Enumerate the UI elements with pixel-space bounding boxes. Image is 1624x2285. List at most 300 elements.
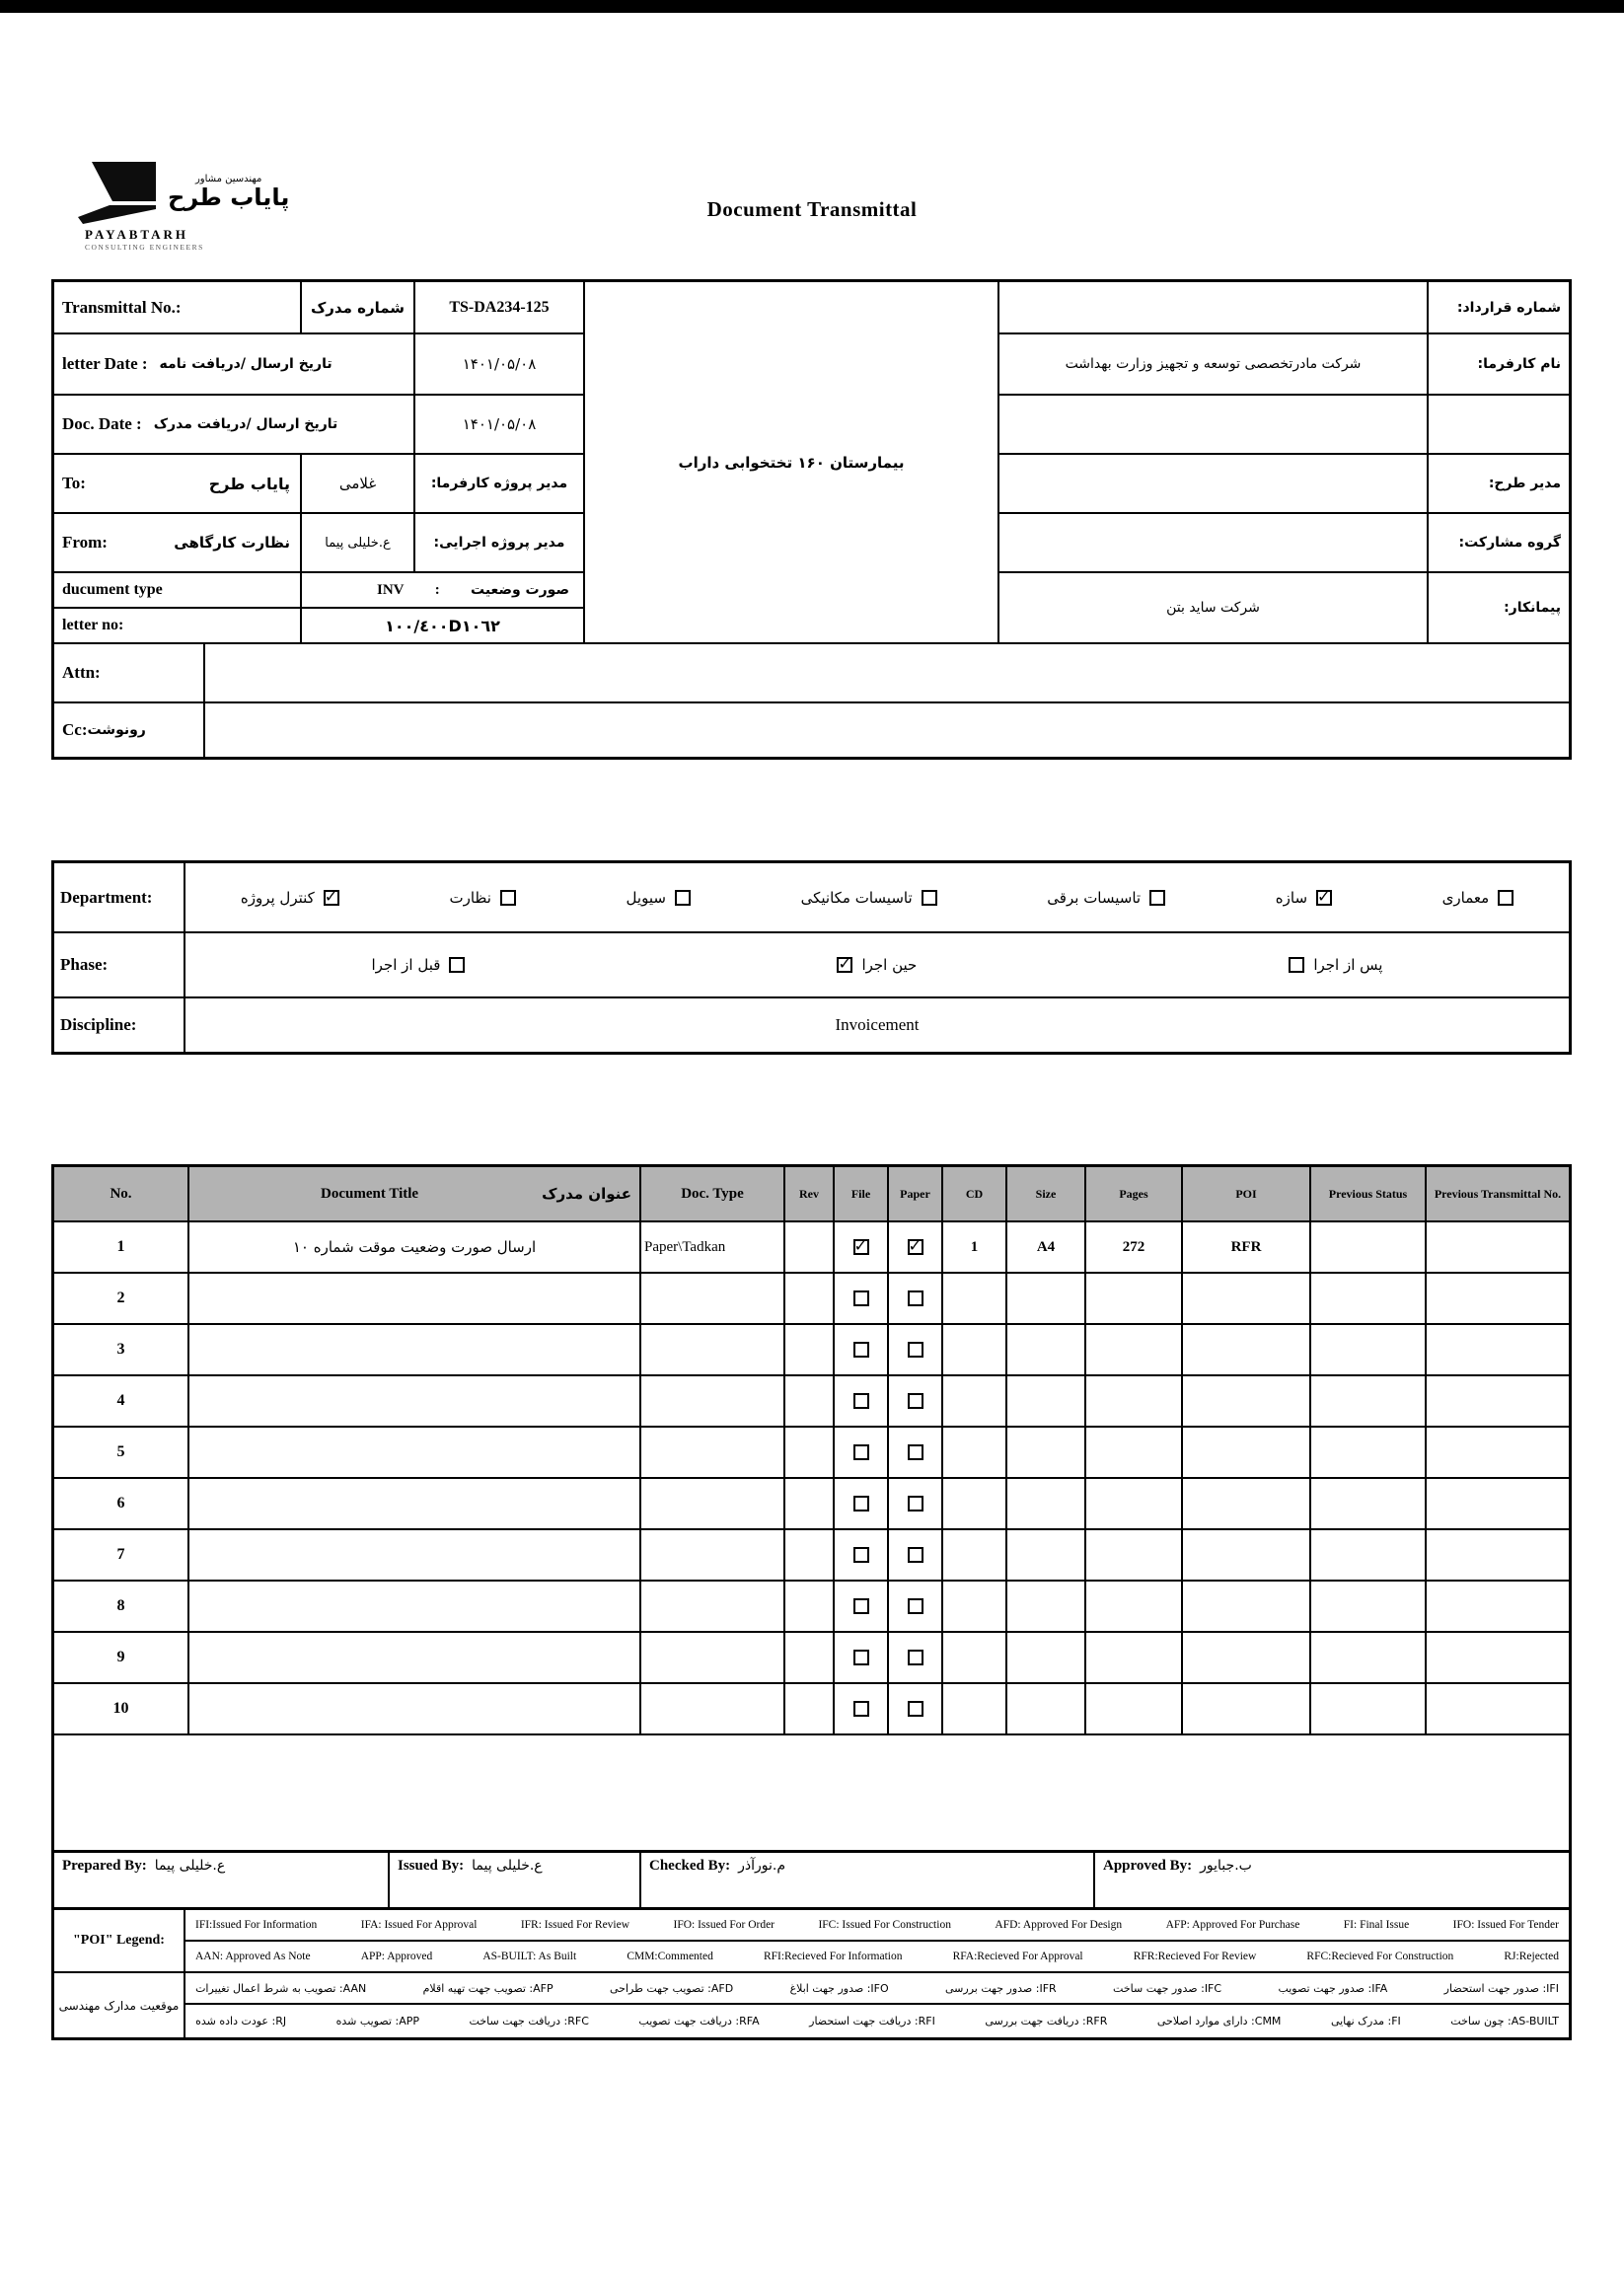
cell-file — [834, 1273, 888, 1324]
legend-item: IFO: Issued For Order — [673, 1919, 775, 1931]
cell-prev_transmittal — [1426, 1632, 1569, 1683]
col-header-prev-status: Previous Status — [1310, 1167, 1426, 1221]
discipline-value: Invoicement — [835, 1015, 920, 1034]
cell-title — [188, 1427, 640, 1478]
approved-by-value: ب.جبایور — [1200, 1858, 1252, 1874]
department-option — [449, 889, 515, 907]
cell-size — [1006, 1273, 1085, 1324]
letter-date-label-en: letter Date : — [62, 354, 148, 373]
legend-item: AFP: تصویب جهت تهیه اقلام — [422, 1981, 554, 1995]
doc-table-row — [54, 1529, 1569, 1581]
legend-item: RFR: دریافت جهت بررسی — [985, 2015, 1108, 2027]
cell-doc_type: Paper\Tadkan — [640, 1221, 784, 1273]
cell-doc_type — [640, 1324, 784, 1375]
cell-rev — [784, 1529, 834, 1581]
doc-table-row — [54, 1375, 1569, 1427]
legend-item: AFP: Approved For Purchase — [1165, 1919, 1300, 1931]
department-option-label: نظارت — [449, 888, 491, 907]
legend-row-en-1 — [185, 1910, 1569, 1942]
col-header-no: No. — [54, 1167, 188, 1221]
legend-item: RFI:Recieved For Information — [763, 1951, 903, 1962]
cell-title: ارسال صورت وضعیت موقت شماره ۱۰ — [188, 1221, 640, 1273]
cell-pages — [1085, 1324, 1182, 1375]
file-checkbox-icon[interactable] — [853, 1701, 869, 1717]
logo-subtitle-en: CONSULTING ENGINEERS — [85, 243, 204, 252]
cell-size — [1006, 1529, 1085, 1581]
design-manager-label: مدیر طرح: — [1488, 476, 1561, 491]
cell-title — [188, 1683, 640, 1734]
legend-item: RFA: دریافت جهت تصویب — [638, 2015, 760, 2027]
client-name-label: نام کارفرما: — [1477, 356, 1561, 372]
cell-poi — [1182, 1324, 1310, 1375]
file-checkbox-icon[interactable] — [853, 1290, 869, 1306]
department-label: Department: — [60, 887, 153, 907]
cell-no: 2 — [54, 1273, 188, 1324]
cell-poi — [1182, 1273, 1310, 1324]
cell-prev_status — [1310, 1221, 1426, 1273]
cell-rev — [784, 1478, 834, 1529]
file-checkbox-icon[interactable] — [853, 1547, 869, 1563]
transmittal-no-value: TS-DA234-125 — [449, 298, 550, 316]
cell-no: 9 — [54, 1632, 188, 1683]
legend-item: APP: تصویب شده — [335, 2015, 419, 2027]
cell-prev_status — [1310, 1324, 1426, 1375]
file-checkbox-icon[interactable] — [853, 1650, 869, 1665]
legend-fa-label: موقعیت مدارک مهندسی — [58, 1998, 180, 2013]
cell-rev — [784, 1221, 834, 1273]
doc-table-row — [54, 1427, 1569, 1478]
file-checkbox-icon[interactable] — [853, 1598, 869, 1614]
cell-doc_type — [640, 1427, 784, 1478]
cell-size — [1006, 1632, 1085, 1683]
checkbox-icon[interactable] — [1149, 890, 1165, 906]
contractor-value: شرکت ساید بتن — [1166, 600, 1260, 616]
cell-cd — [942, 1324, 1006, 1375]
legend-item: APP: Approved — [360, 1951, 433, 1962]
cell-rev — [784, 1427, 834, 1478]
col-header-rev: Rev — [784, 1167, 834, 1221]
cell-paper — [888, 1632, 942, 1683]
cell-no: 3 — [54, 1324, 188, 1375]
cell-paper — [888, 1375, 942, 1427]
legend-item: IFR: صدور جهت بررسی — [945, 1981, 1057, 1995]
cell-no: 4 — [54, 1375, 188, 1427]
letter-date-label-fa: تاریخ ارسال /دریافت نامه — [159, 356, 332, 372]
cell-size — [1006, 1427, 1085, 1478]
cell-size — [1006, 1683, 1085, 1734]
doc-table-row — [54, 1273, 1569, 1324]
cell-doc_type — [640, 1683, 784, 1734]
cell-doc_type — [640, 1375, 784, 1427]
cell-prev_transmittal — [1426, 1375, 1569, 1427]
department-option-label: تاسیسات برقی — [1047, 888, 1142, 907]
cell-cd — [942, 1683, 1006, 1734]
legend-item: IFR: Issued For Review — [520, 1919, 630, 1931]
cell-file — [834, 1632, 888, 1683]
cell-size — [1006, 1375, 1085, 1427]
cell-poi — [1182, 1581, 1310, 1632]
department-option-label: کنترل پروژه — [240, 888, 315, 907]
contractor-label: پیمانکار: — [1504, 600, 1561, 616]
cell-title — [188, 1478, 640, 1529]
legend-item: IFO: Issued For Tender — [1452, 1919, 1559, 1931]
legend-item: IFI: صدور جهت استحضار — [1443, 1981, 1559, 1995]
col-header-title — [188, 1167, 640, 1221]
jv-group-label: گروه مشارکت: — [1458, 535, 1561, 551]
legend-item: CMM: دارای موارد اصلاحی — [1156, 2015, 1282, 2027]
logo-brand-fa: پایاب طرح — [168, 184, 290, 212]
cell-doc_type — [640, 1529, 784, 1581]
legend-item: RFC:Recieved For Construction — [1306, 1951, 1454, 1962]
cell-cd — [942, 1273, 1006, 1324]
cell-prev_transmittal — [1426, 1324, 1569, 1375]
cell-title — [188, 1581, 640, 1632]
cell-prev_transmittal — [1426, 1478, 1569, 1529]
cell-rev — [784, 1581, 834, 1632]
cc-label-fa: رونوشت — [87, 722, 146, 738]
cell-title — [188, 1375, 640, 1427]
cell-rev — [784, 1273, 834, 1324]
legend-item: IFA: صدور جهت تصویب — [1278, 1981, 1388, 1995]
contract-no-label: شماره قرارداد: — [1456, 299, 1561, 316]
checked-by-value: م.نورآذر — [738, 1858, 785, 1874]
phase-label: Phase: — [60, 955, 109, 974]
scan-artifact-top — [0, 0, 1624, 13]
cell-size — [1006, 1324, 1085, 1375]
cell-rev — [784, 1632, 834, 1683]
cell-pages — [1085, 1581, 1182, 1632]
paper-checkbox-icon[interactable] — [908, 1393, 923, 1409]
legend-item: AAN: تصویب به شرط اعمال تغییرات — [195, 1981, 367, 1995]
doc-table-row — [54, 1581, 1569, 1632]
paper-checkbox-icon[interactable] — [908, 1444, 923, 1460]
checkbox-icon[interactable] — [1498, 890, 1513, 906]
cell-cd — [942, 1529, 1006, 1581]
doc-date-value: ۱۴۰۱/۰۵/۰۸ — [462, 415, 537, 433]
cell-cd — [942, 1632, 1006, 1683]
paper-checkbox-icon[interactable] — [908, 1598, 923, 1614]
legend-item: FI: Final Issue — [1343, 1919, 1410, 1931]
cell-prev_transmittal — [1426, 1529, 1569, 1581]
legend-item: AAN: Approved As Note — [195, 1951, 311, 1962]
letter-no-value: ۱۰۰/٤۰۰D۱۰٦۲ — [385, 616, 500, 635]
cell-poi — [1182, 1683, 1310, 1734]
cell-prev_status — [1310, 1683, 1426, 1734]
department-option-label: تاسیسات مکانیکی — [800, 888, 913, 907]
cell-poi — [1182, 1632, 1310, 1683]
cell-pages — [1085, 1478, 1182, 1529]
paper-checkbox-icon[interactable] — [908, 1342, 923, 1358]
file-checkbox-icon[interactable] — [853, 1239, 869, 1255]
legend-item: AS-BUILT: As Built — [482, 1951, 577, 1962]
to-value: پایاب طرح — [208, 474, 290, 493]
legend-item: RFR:Recieved For Review — [1133, 1951, 1257, 1962]
doc-table-row — [54, 1221, 1569, 1273]
legend-item: AFD: تصویب جهت طراحی — [610, 1981, 734, 1995]
project-name: بیمارستان ۱۶۰ تختخوابی داراب — [678, 453, 905, 472]
legend-item: AFD: Approved For Design — [995, 1919, 1123, 1931]
legend-row-fa-1 — [185, 1973, 1569, 2005]
col-header-size: Size — [1006, 1167, 1085, 1221]
cell-paper — [888, 1427, 942, 1478]
col-header-file: File — [834, 1167, 888, 1221]
doc-table-row — [54, 1683, 1569, 1734]
approved-by-cell — [1095, 1853, 1569, 1907]
file-checkbox-icon[interactable] — [853, 1496, 869, 1511]
doc-date-label-en: Doc. Date : — [62, 414, 142, 433]
cell-size — [1006, 1478, 1085, 1529]
attn-value-cell — [205, 644, 1569, 703]
cell-poi — [1182, 1427, 1310, 1478]
department-option — [1276, 889, 1332, 907]
cell-prev_status — [1310, 1529, 1426, 1581]
issued-by-label: Issued By: — [398, 1858, 465, 1874]
cell-rev — [784, 1375, 834, 1427]
cell-prev_status — [1310, 1375, 1426, 1427]
department-option-label: سیویل — [626, 888, 666, 907]
paper-checkbox-icon[interactable] — [908, 1650, 923, 1665]
phase-option — [1289, 956, 1382, 974]
document-type-label: ducument type — [62, 581, 163, 598]
from-person: ع.خلیلی پیما — [325, 535, 391, 551]
doc-date-label-fa: تاریخ ارسال /دریافت مدرک — [153, 416, 338, 432]
cell-cd — [942, 1478, 1006, 1529]
checkbox-icon[interactable] — [922, 890, 937, 906]
cc-value-cell — [205, 703, 1569, 757]
cell-file — [834, 1221, 888, 1273]
legend-item: IFO: صدور جهت ابلاغ — [789, 1981, 889, 1995]
legend-item: CMM:Commented — [627, 1951, 713, 1962]
cell-title — [188, 1273, 640, 1324]
checked-by-cell — [641, 1853, 1095, 1907]
legend-row-fa-2 — [185, 2005, 1569, 2037]
cell-poi — [1182, 1529, 1310, 1581]
checked-by-label: Checked By: — [649, 1858, 731, 1874]
legend-item: RFI: دریافت جهت استحضار — [809, 2015, 935, 2027]
from-value: نظارت کارگاهی — [174, 534, 290, 552]
department-option-label: سازه — [1275, 888, 1308, 907]
legend-left-column — [54, 1910, 185, 2037]
department-option-label: معماری — [1441, 888, 1490, 907]
cell-doc_type — [640, 1273, 784, 1324]
legend-item: RFC: دریافت جهت ساخت — [469, 2015, 589, 2027]
cell-paper — [888, 1324, 942, 1375]
checkbox-icon[interactable] — [1316, 890, 1332, 906]
legend-item: RFA:Recieved For Approval — [952, 1951, 1083, 1962]
col-header-paper: Paper — [888, 1167, 942, 1221]
cell-pages — [1085, 1375, 1182, 1427]
cell-file — [834, 1478, 888, 1529]
signature-row — [51, 1853, 1572, 1910]
logo-brand-en: PAYABTARH — [85, 227, 189, 242]
doc-table-row — [54, 1324, 1569, 1375]
legend-row-en-2 — [185, 1942, 1569, 1973]
legend-item: AS-BUILT: چون ساخت — [1450, 2015, 1559, 2027]
cell-cd: 1 — [942, 1221, 1006, 1273]
issued-by-cell — [390, 1853, 641, 1907]
letter-date-value: ۱۴۰۱/۰۵/۰۸ — [462, 355, 537, 373]
approved-by-label: Approved By: — [1103, 1858, 1193, 1874]
poi-legend-label: "POI" Legend: — [54, 1910, 184, 1973]
legend-section — [51, 1910, 1572, 2040]
to-role-label: مدیر پروژه کارفرما: — [430, 476, 568, 491]
page-title: Document Transmittal — [706, 197, 918, 221]
attn-label: Attn: — [62, 663, 101, 682]
cell-prev_transmittal — [1426, 1273, 1569, 1324]
document-type-separator: : — [434, 581, 440, 598]
cell-title — [188, 1529, 640, 1581]
legend-item: RJ: عودت داده شده — [195, 2015, 287, 2027]
doc-table-header-row — [54, 1167, 1569, 1221]
legend-item: IFC: صدور جهت ساخت — [1113, 1981, 1222, 1995]
phase-option — [372, 956, 466, 974]
cell-pages — [1085, 1427, 1182, 1478]
document-table — [51, 1164, 1572, 1853]
legend-item: FI: مدرک نهایی — [1330, 2015, 1401, 2027]
paper-checkbox-icon[interactable] — [908, 1239, 923, 1255]
department-option — [627, 889, 691, 907]
col-header-pages: Pages — [1085, 1167, 1182, 1221]
cell-file — [834, 1581, 888, 1632]
col-header-cd: CD — [942, 1167, 1006, 1221]
cell-pages — [1085, 1683, 1182, 1734]
cell-file — [834, 1324, 888, 1375]
paper-checkbox-icon[interactable] — [908, 1547, 923, 1563]
cell-title — [188, 1324, 640, 1375]
legend-item: IFI:Issued For Information — [195, 1919, 318, 1931]
client-name-value: شرکت مادرتخصصی توسعه و تجهیز وزارت بهداشت — [1065, 356, 1362, 372]
cell-no: 5 — [54, 1427, 188, 1478]
cell-cd — [942, 1375, 1006, 1427]
prepared-by-value: ع.خلیلی پیما — [154, 1858, 226, 1874]
cell-pages — [1085, 1273, 1182, 1324]
from-role-label: مدیر پروژه اجرایی: — [433, 535, 565, 551]
cell-cd — [942, 1581, 1006, 1632]
info-table — [51, 279, 1572, 760]
logo-tagline: مهندسین مشاور — [194, 174, 262, 185]
cell-prev_transmittal — [1426, 1683, 1569, 1734]
cell-no: 1 — [54, 1221, 188, 1273]
cell-no: 10 — [54, 1683, 188, 1734]
cell-no: 6 — [54, 1478, 188, 1529]
cell-no: 8 — [54, 1581, 188, 1632]
cell-poi — [1182, 1375, 1310, 1427]
doc-no-label-fa: شماره مدرک — [310, 298, 406, 317]
checkbox-icon[interactable] — [324, 890, 339, 906]
paper-checkbox-icon[interactable] — [908, 1496, 923, 1511]
department-option — [1442, 889, 1514, 907]
cell-poi — [1182, 1478, 1310, 1529]
legend-item: RJ:Rejected — [1504, 1951, 1559, 1962]
file-checkbox-icon[interactable] — [853, 1444, 869, 1460]
cell-paper — [888, 1581, 942, 1632]
cell-doc_type — [640, 1581, 784, 1632]
cell-size: A4 — [1006, 1221, 1085, 1273]
department-option — [801, 889, 937, 907]
cc-label-en: Cc: — [62, 720, 88, 739]
checkbox-icon[interactable] — [500, 890, 516, 906]
phase-option-label: قبل از اجرا — [371, 956, 441, 974]
cell-prev_status — [1310, 1581, 1426, 1632]
cell-prev_transmittal — [1426, 1427, 1569, 1478]
cell-prev_transmittal — [1426, 1221, 1569, 1273]
col-header-title-fa: عنوان مدرک — [542, 1185, 631, 1203]
cell-pages — [1085, 1632, 1182, 1683]
cell-file — [834, 1427, 888, 1478]
checkbox-icon[interactable] — [449, 957, 465, 973]
letter-no-label: letter no: — [62, 617, 124, 633]
legend-item: IFA: Issued For Approval — [360, 1919, 478, 1931]
cell-title — [188, 1632, 640, 1683]
department-option — [1047, 889, 1165, 907]
cell-paper — [888, 1273, 942, 1324]
cell-pages — [1085, 1529, 1182, 1581]
cell-prev_status — [1310, 1427, 1426, 1478]
file-checkbox-icon[interactable] — [853, 1393, 869, 1409]
cell-no: 7 — [54, 1529, 188, 1581]
doc-table-row — [54, 1632, 1569, 1683]
cell-poi: RFR — [1182, 1221, 1310, 1273]
cell-size — [1006, 1581, 1085, 1632]
cell-file — [834, 1529, 888, 1581]
col-header-title-en: Document Title — [321, 1185, 419, 1202]
transmittal-no-label: Transmittal No.: — [62, 297, 182, 317]
cell-paper — [888, 1529, 942, 1581]
document-type-value: INV — [377, 581, 405, 598]
paper-checkbox-icon[interactable] — [908, 1290, 923, 1306]
cell-prev_transmittal — [1426, 1581, 1569, 1632]
cell-paper — [888, 1478, 942, 1529]
cell-file — [834, 1375, 888, 1427]
legend-rows — [185, 1910, 1569, 2037]
issued-by-value: ع.خلیلی پیما — [472, 1858, 543, 1874]
classification-table — [51, 860, 1572, 1055]
cell-file — [834, 1683, 888, 1734]
cell-paper — [888, 1221, 942, 1273]
document-type-value-fa: صورت وضعیت — [471, 582, 569, 598]
prepared-by-cell — [54, 1853, 390, 1907]
to-label: To: — [62, 474, 86, 492]
phase-options — [185, 933, 1569, 998]
checkbox-icon[interactable] — [1289, 957, 1304, 973]
cell-prev_status — [1310, 1273, 1426, 1324]
file-checkbox-icon[interactable] — [853, 1342, 869, 1358]
cell-prev_status — [1310, 1632, 1426, 1683]
col-header-poi: POI — [1182, 1167, 1310, 1221]
cell-cd — [942, 1427, 1006, 1478]
cell-rev — [784, 1683, 834, 1734]
col-header-prev-transmittal: Previous Transmittal No. — [1426, 1167, 1569, 1221]
cell-rev — [784, 1324, 834, 1375]
cell-doc_type — [640, 1632, 784, 1683]
phase-option-label: حین اجرا — [861, 956, 918, 974]
phase-option-label: پس از اجرا — [1313, 956, 1383, 974]
checkbox-icon[interactable] — [837, 957, 852, 973]
department-option — [241, 889, 339, 907]
cell-doc_type — [640, 1478, 784, 1529]
department-options — [185, 863, 1569, 933]
prepared-by-label: Prepared By: — [62, 1858, 147, 1874]
doc-table-body — [54, 1221, 1569, 1734]
discipline-label: Discipline: — [60, 1015, 137, 1034]
col-header-doc-type: Doc. Type — [640, 1167, 784, 1221]
cell-paper — [888, 1683, 942, 1734]
paper-checkbox-icon[interactable] — [908, 1701, 923, 1717]
checkbox-icon[interactable] — [675, 890, 691, 906]
to-person: غلامی — [338, 475, 377, 492]
from-label: From: — [62, 533, 108, 552]
legend-item: IFC: Issued For Construction — [818, 1919, 951, 1931]
